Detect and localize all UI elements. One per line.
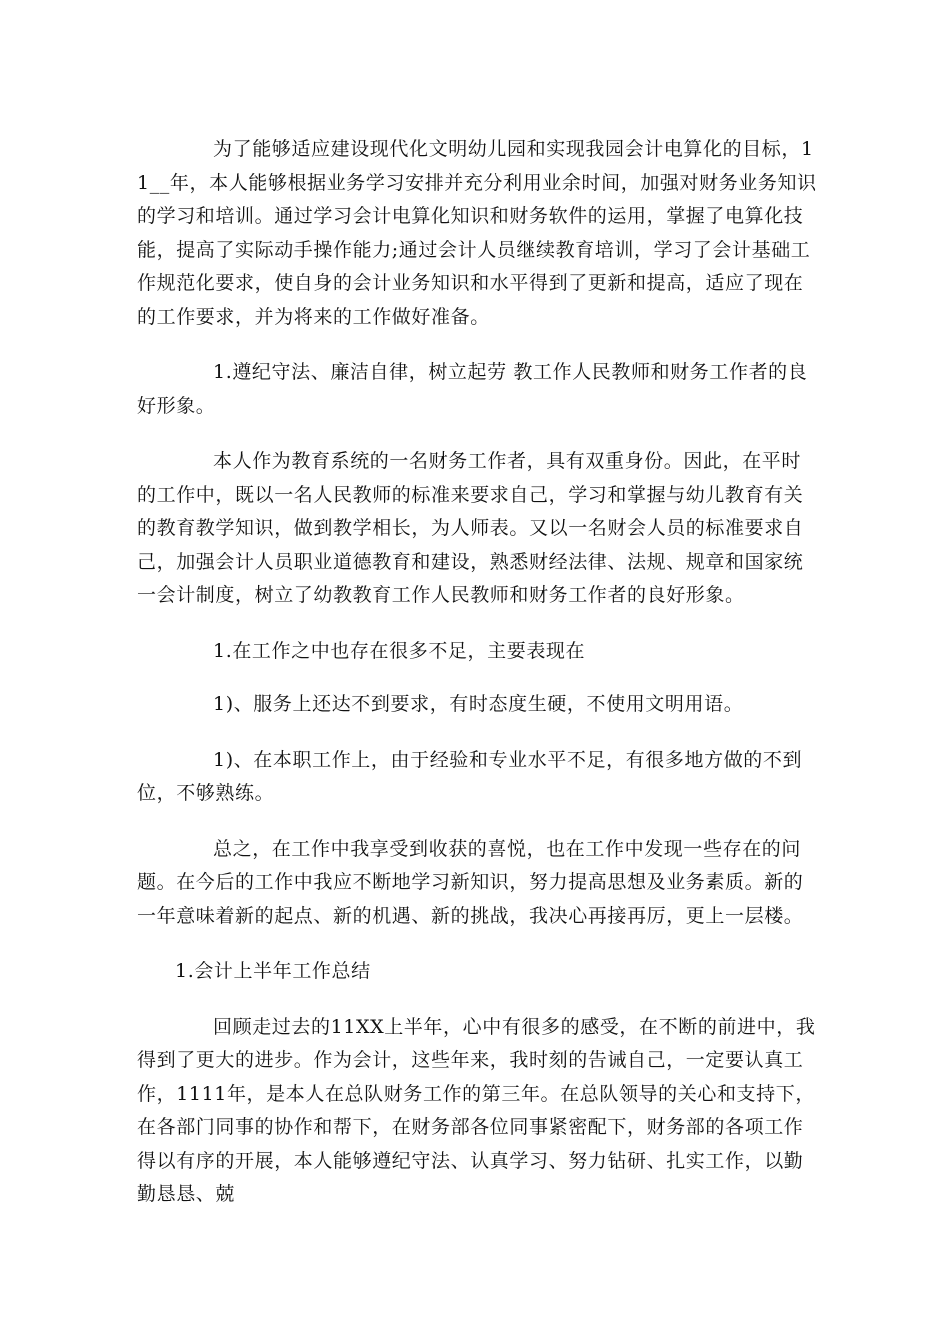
paragraph-heading-discipline: 1.遵纪守法、廉洁自律，树立起劳 教工作人民教师和财务工作者的良好形象。 <box>137 361 808 417</box>
paragraph-shortcoming-skill: 1)、在本职工作上，由于经验和专业水平不足，有很多地方做的不到位，不够熟练。 <box>137 748 803 804</box>
paragraph-shortcoming-service: 1)、服务上还达不到要求，有时态度生硬，不使用文明用语。 <box>213 693 744 715</box>
paragraph-dual-identity: 本人作为教育系统的一名财务工作者，具有双重身份。因此，在平时的工作中，既以一名人民教师的标准来要求自己，学习和掌握与幼儿教育有关的教育教学知识，做到教学相长，为人师表。又以一名财会人员的标准要求自己，加强会计人员职业道德教育和建设，熟悉财经法律、法规、规章和国家统一会计制度，树立了幼教教育工作人民教师和财务工作者的良好形象。 <box>137 450 804 606</box>
paragraph-intro: 为了能够适应建设现代化文明幼儿园和实现我园会计电算化的目标，11__年，本人能够根据业务学习安排并充分利用业余时间，加强对财务业务知识的学习和培训。通过学习会计电算化知识和财务软件的运用，掌握了电算化技能，提高了实际动手操作能力;通过会计人员继续教育培训，学习了会计基础工作规范化要求，使自身的会计业务知识和水平得到了更新和提高，适应了现在的工作要求，并为将来的工作做好准备。 <box>137 138 817 328</box>
paragraph-section-heading: 1.会计上半年工作总结 <box>175 960 371 982</box>
document-body <box>137 133 817 1212</box>
paragraph-conclusion: 总之，在工作中我享受到收获的喜悦，也在工作中发现一些存在的问题。在今后的工作中我应不断地学习新知识，努力提高思想及业务素质。新的一年意味着新的起点、新的机遇、新的挑战，我决心再接再厉，更上一层楼。 <box>137 837 804 927</box>
paragraph-heading-shortcomings: 1.在工作之中也存在很多不足，主要表现在 <box>213 639 586 662</box>
paragraph-review: 回顾走过去的11XX上半年，心中有很多的感受，在不断的前进中，我得到了更大的进步。作为会计，这些年来，我时刻的告诫自己，一定要认真工作，1111年，是本人在总队财务工作的第三年。在总队领导的关心和支持下，在各部门同事的协作和帮下，在财务部各位同事紧密配下，财务部的各项工作得以有序的开展，本人能够遵纪守法、认真学习、努力钻研、扎实工作，以勤勤恳恳、兢 <box>137 1015 816 1205</box>
